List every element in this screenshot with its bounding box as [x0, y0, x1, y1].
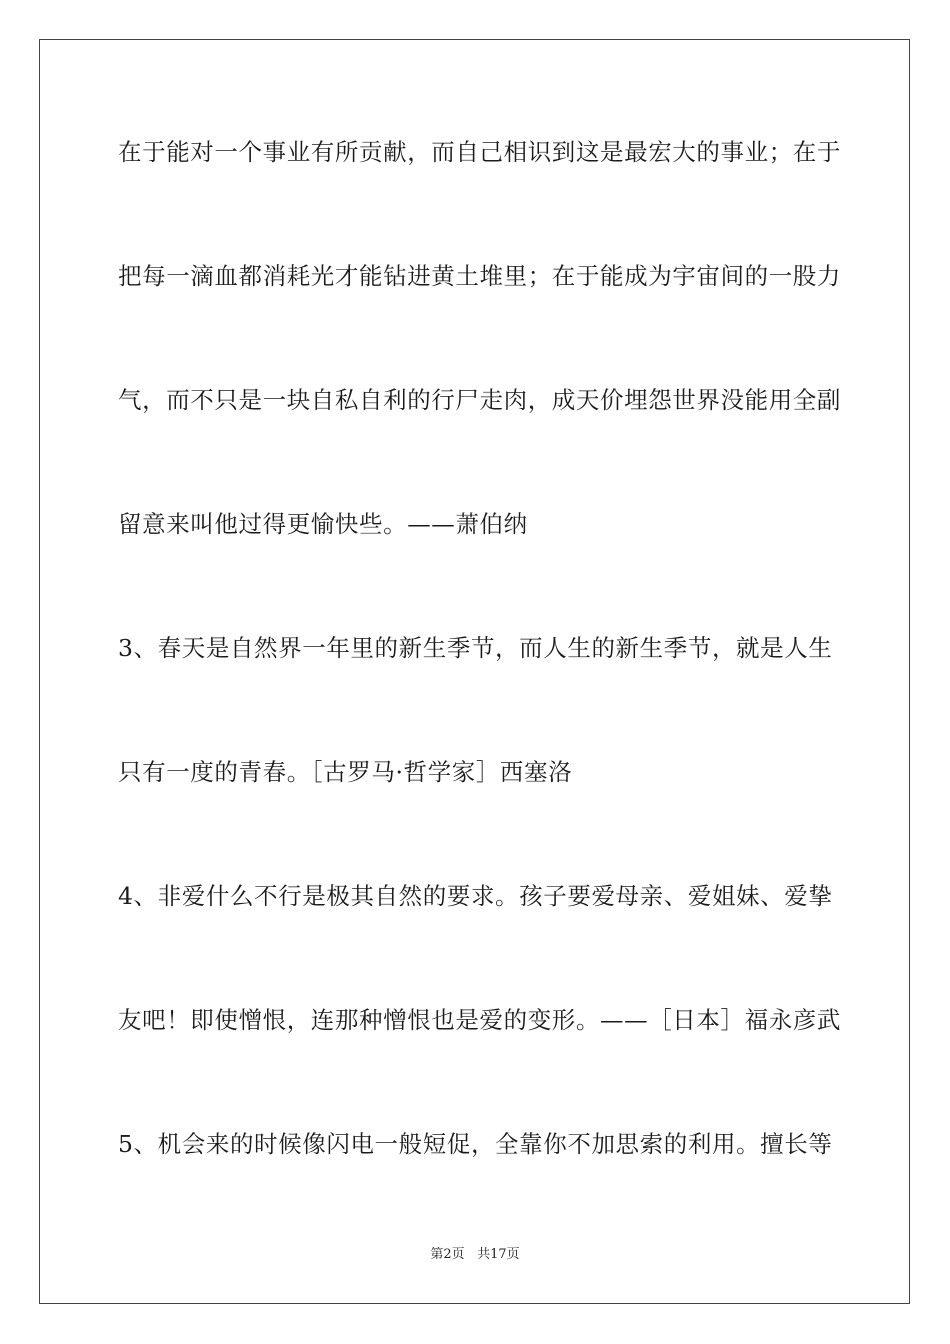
- text-line: 把每一滴血都消耗光才能钻进黄土堆里；在于能成为宇宙间的一股力: [118, 262, 841, 290]
- text-line: 3、春天是自然界一年里的新生季节，而人生的新生季节，就是人生: [118, 634, 833, 662]
- page-border: [39, 39, 910, 1304]
- page-total: 共17页: [477, 1247, 520, 1262]
- text-line: 在于能对一个事业有所贡献，而自己相识到这是最宏大的事业；在于: [118, 138, 841, 166]
- text-line: 气，而不只是一块自私自利的行尸走肉，成天价埋怨世界没能用全副: [118, 386, 841, 414]
- text-line: 5、机会来的时候像闪电一般短促，全靠你不加思索的利用。擅长等: [118, 1130, 833, 1158]
- text-line: 只有一度的青春。［古罗马·哲学家］西塞洛: [118, 758, 573, 786]
- page-number: 第2页: [430, 1247, 465, 1262]
- text-line: 留意来叫他过得更愉快些。——萧伯纳: [118, 510, 528, 538]
- text-line: 4、非爱什么不行是极其自然的要求。孩子要爱母亲、爱姐妹、爱挚: [118, 882, 833, 910]
- text-line: 友吧！即使憎恨，连那种憎恨也是爱的变形。——［日本］福永彦武: [118, 1006, 841, 1034]
- page-footer: [0, 1246, 950, 1264]
